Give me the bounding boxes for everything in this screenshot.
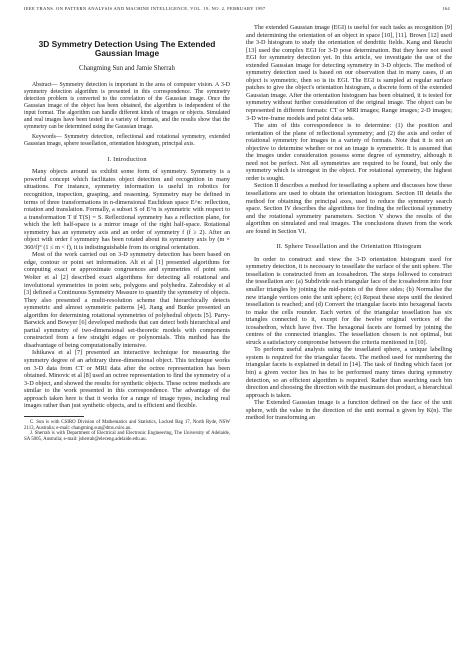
- running-head: [24, 6, 450, 16]
- footnote-author-1: C. Sun is with CSIRO Division of Mathematics and Statistics, Locked Bag 17, North Ryde, NSW 2113, Australia; e-mail: changming.sun@dms.csiro.au.: [24, 419, 230, 431]
- right-column: [246, 24, 452, 422]
- right-paragraph: Section II describes a method for tessellating a sphere and discusses how these tessellations are used to obtain the orientation histogram. Section III details the method for obtaining the principal axes, used to reduce the symmetry search space. Section IV describes the algorithms for finding the reflectional symmetry and the rotational symmetry parameters. Section V shows the results of the algorithm on simulated and real images. The conclusions drawn from the work are found in Section VI.: [246, 182, 452, 235]
- paper-authors: Changming Sun and Jamie Sherrah: [79, 64, 175, 72]
- right-paragraph: To perform useful analysis using the tessellated sphere, a unique labelling system is required for the triangular facets. The method used for numbering the triangular facets is explained in detail in [14]. The task of finding which facet (or bin) a given vector lies in has to be performed many times during symmetry detection, so an efficient algorithm is required. Rather than searching each bin direction and choosing the direction with the maximum dot product, a hierarchical approach is taken.: [246, 346, 452, 399]
- section-heading-introduction: I. Introduction: [107, 155, 147, 163]
- right-paragraph: In order to construct and view the 3-D orientation histogram used for symmetry detection, it is necessary to tessellate the surface of the unit sphere. The tessellation is constructed from an icosahedron. The steps followed to construct the tessellation are: (a) Subdivide each triangular face of the icosahedron into four smaller triangles by joining the mid-points of the three sides; (b) Normalise the new triangle vertices onto the unit sphere; (c) Repeat these steps until the desired tessellation is reached; and (d) Convert the triangular facets into hexagonal facets to make the cells rounder. Each vertex of the triangular tessellation has six triangles connected to it, except for the twelve original vertices of the icosahedron, which have five. The hexagonal facets are formed by joining the centres of the connected triangles. The tessellation chosen is not optimal, but struck a satisfactory compromise between the criteria mentioned in [10].: [246, 255, 452, 346]
- right-paragraph: The extended Gaussian image (EGI) is useful for such tasks as recognition [9] and determining the orientation of an object in space [10], [11]. Brown [12] used the 3-D histogram to study the orientation of dendritic fields. Kang and Ikeuchi [13] used the complex EGI for 3-D pose determination. But they have not used EGI for symmetry detection yet. In this article, we investigate the use of the extended Gaussian image for detecting symmetry in 3-D objects. The method of symmetry detection used is based on our observation that in many cases, if an object is symmetric, then so is its EGI. The EGI is sampled at regular surface patches to give the object's orientation histogram, a discrete form of the extended Gaussian image. After the orientation histogram has been obtained, it is tested for symmetry without further consideration of the original image. The object can be represented in different formats: CT or MRI images; Range images; 2-D images; 3-D wire-frame models and point data sets.: [246, 24, 452, 122]
- left-column: [24, 40, 230, 443]
- keywords: Keywords— Symmetry detection, reflectional and rotational symmetry, extended Gaussian image, sphere tessellation, orientation histogram, principal axis.: [24, 133, 230, 147]
- footnote-author-2: J. Sherrah is with Department of Electrical and Electronic Engineering, The University of Adelaide, SA 5005, Australia; e-mail: jsherrah@eleceng.adelaide.edu.au.: [24, 431, 230, 442]
- right-paragraph: The aim of this correspondence is to determine: (1) the position and orientation of the plane of reflectional symmetry; and (2) the axis and order of rotational symmetry for images in a variety of formats. Note that it is not an objective to determine whether or not an image is symmetric. It is assumed that the images under consideration possess some degree of symmetry, although it need not be perfect. Not all symmetries are required to be found, but only the symmetry which is strongest in the object. For rotational symmetry, the highest order is sought.: [246, 122, 452, 182]
- running-head-journal: IEEE TRANS. ON PATTERN ANALYSIS AND MACHINE INTELLIGENCE, VOL. 19, NO. 2, FEBRUARY 1997: [24, 6, 266, 11]
- paper-title: 3D Symmetry Detection Using The Extended Gaussian Image: [38, 39, 216, 59]
- left-paragraph: Many objects around us exhibit some form of symmetry. Symmetry is a powerful concept which facilitates object detection and recognition in many situations. For instance, symmetry information is useful in robotics for recognition, inspection, grasping, and reasoning. Symmetry may be defined in terms of three transformations in n-dimensional Euclidean space E^n: reflection, rotation and translation. Formally, a subset S of E^n is symmetric with respect to a transformation T if T(S) = S. Reflectional symmetry has a reflection plane, for which the left half-space is a mirror image of the right half-space. Rotational symmetry has an symmetry axis and an order of symmetry f (f ≥ 2). After an object with order f symmetry has been rotated about its symmetry axis by (m × 360/f)° (1 ≤ m < f), it is indistinguishable from its original orientation.: [24, 168, 230, 251]
- page-number: 164: [442, 6, 450, 11]
- abstract: Abstract— Symmetry detection is important in the area of computer vision. A 3-D symmetry detection algorithm is presented in this correspondence. The symmetry detection problem is converted to the correlation of the Gaussian image. Once the Gaussian image of the object has been obtained, the algorithm is independent of the input format. The algorithm can handle different kinds of images or objects. Simulated and real images have been tested in a variety of formats, and the results show that the symmetry can be determined using the Gaussian image.: [24, 81, 230, 130]
- footnote-rule: [24, 416, 84, 417]
- left-paragraph: Ishikawa et al [7] presented an interactive technique for measuring the symmetry degree of an arbitrary three-dimensional object. This technique works on 3-D data from CT or MRI data after the octree representation has been obtained. Minovic et al [8] used an octree representation to find the symmetry of a 3-D object, and showed the results for synthetic objects. These octree methods are similar to the work presented in this correspondence. The advantage of the approach taken here is that it works for a range of image types, including real images rather than just synthetic objects, and is efficient and flexible.: [24, 349, 231, 410]
- left-paragraph: Most of the work carried out on 3-D symmetry detection has been based on edge, contour or point set information. Alt et al [1] presented algorithms for computing exact or approximate congruences and symmetries of point sets. Wolter et al [2] described exact algorithms for detecting all rotational and involutional symmetries in point sets, polygons and polyhedra. Zabrodsky et al [3] defined a Continuous Symmetry Measure to quantify the symmetry of objects. They also presented a multi-resolution scheme that hierarchically detects symmetric and almost symmetric patterns [4]. Jiang and Bunke presented an algorithm for determining rotational symmetries of polyhedral objects [5]. Parry-Barwick and Bowyer [6] developed methods that can detect both hierarchical and partial symmetry of two-dimensional set-theoretic models with components constructed from a few straight edges or polynomials. This method has the disadvantage of being computationally intensive.: [24, 251, 230, 349]
- section-heading-sphere-tessellation: II. Sphere Tessellation and the Orientation Histogram: [276, 243, 422, 251]
- right-paragraph: The Extended Gaussian image is a function defined on the face of the unit sphere, with the value in the direction of the unit normal n given by K(n). The method for transforming an: [246, 399, 452, 422]
